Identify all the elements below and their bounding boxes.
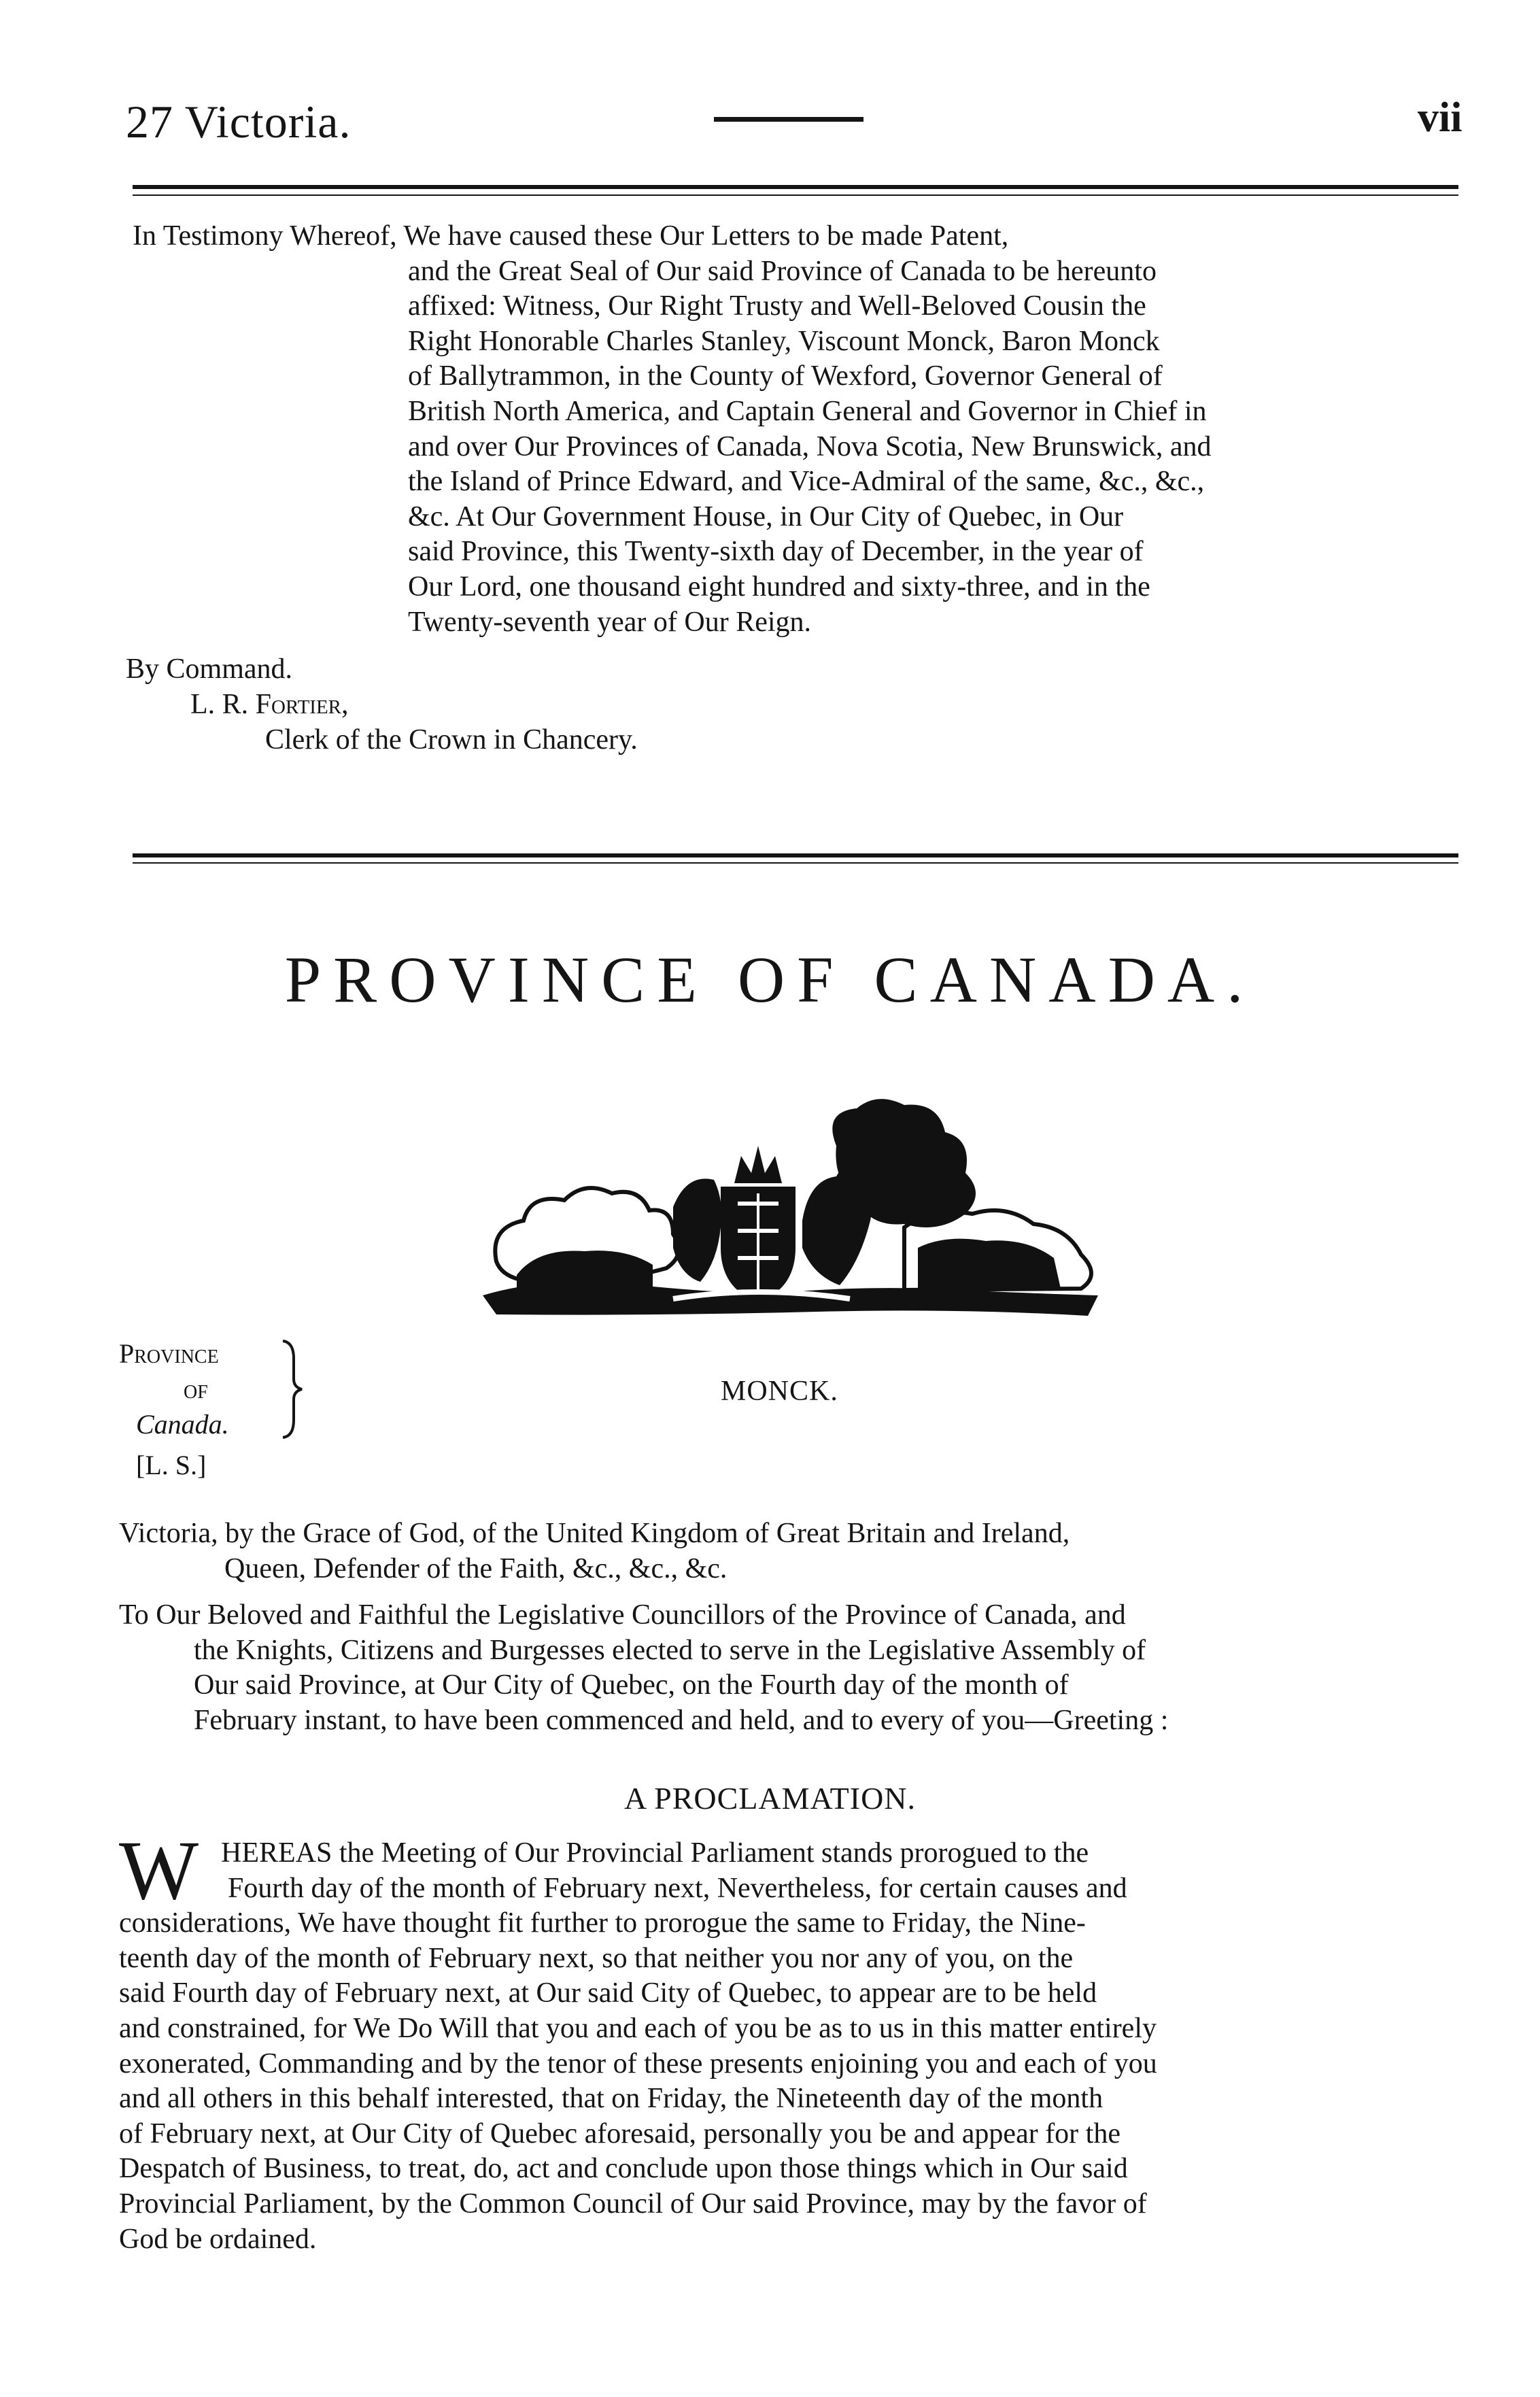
whereas-line: Provincial Parliament, by the Common Council of Our said Province, may by the favor of: [119, 2188, 1147, 2220]
section-divider-thin: [133, 862, 1458, 864]
address-line: February instant, to have been commenced and held, and to every of you—Greeting :: [194, 1704, 1169, 1736]
testimony-line: and the Great Seal of Our said Province of Canada to be hereunto: [408, 255, 1157, 287]
address-paragraph: [119, 1598, 1465, 1738]
victoria-line: Victoria, by the Grace of God, of the United Kingdom of Great Britain and Ireland,: [119, 1518, 1070, 1549]
proclamation-heading: A PROCLAMATION.: [623, 1781, 917, 1816]
drop-cap: W: [119, 1824, 199, 1917]
victoria-paragraph: [119, 1516, 1465, 1586]
address-line: Our said Province, at Our City of Quebec, on the Fourth day of the month of: [194, 1669, 1069, 1701]
section-divider-thick: [133, 853, 1458, 857]
whereas-line: said Fourth day of February next, at Our said City of Quebec, to appear are to be held: [119, 1977, 1097, 2009]
victoria-line: Queen, Defender of the Faith, &c., &c., &c.: [224, 1552, 728, 1584]
testimony-line: of Ballytrammon, in the County of Wexford, Governor General of: [408, 360, 1163, 392]
testimony-paragraph: [133, 219, 1455, 640]
address-line: the Knights, Citizens and Burgesses elected to serve in the Legislative Assembly of: [194, 1634, 1146, 1666]
header-rule-thick: [133, 185, 1458, 189]
whereas-line: God be ordained.: [119, 2223, 317, 2255]
whereas-line: of February next, at Our City of Quebec aforesaid, personally you be and appear for the: [119, 2118, 1120, 2149]
whereas-line: considerations, We have thought fit further to prorogue the same to Friday, the Nine-: [119, 1907, 1086, 1939]
testimony-line: Twenty-seventh year of Our Reign.: [408, 606, 812, 638]
testimony-line: the Island of Prince Edward, and Vice-Admiral of the same, &c., &c.,: [408, 466, 1205, 498]
testimony-line: Right Honorable Charles Stanley, Viscount Monck, Baron Monck: [408, 325, 1160, 357]
whereas-line: Despatch of Business, to treat, do, act and conclude upon those things which in Our said: [119, 2153, 1128, 2185]
header-rule-thin: [133, 194, 1458, 196]
governor-name: MONCK.: [721, 1376, 838, 1407]
address-line: To Our Beloved and Faithful the Legislative Councillors of the Province of Canada, and: [119, 1599, 1126, 1631]
whereas-line: and all others in this behalf interested, that on Friday, the Nineteenth day of the month: [119, 2083, 1103, 2115]
seal-province-label: Province: [119, 1338, 219, 1369]
seal-of-label: of: [184, 1374, 208, 1404]
whereas-line: Fourth day of the month of February next, Nevertheless, for certain causes and: [228, 1872, 1127, 1904]
whereas-paragraph: [119, 1836, 1465, 2257]
running-header-left: 27 Victoria.: [126, 96, 352, 148]
seal-block: [119, 1336, 229, 1483]
page-title: PROVINCE OF CANADA.: [284, 943, 1256, 1016]
whereas-line: HEREAS the Meeting of Our Provincial Parliament stands prorogued to the: [221, 1837, 1089, 1869]
header-dash-ornament: [714, 117, 863, 122]
by-command-text: By Command.: [126, 653, 293, 685]
seal-canada-label: Canada.: [136, 1409, 229, 1440]
signer-title: Clerk of the Crown in Chancery.: [265, 724, 638, 755]
whereas-line: exonerated, Commanding and by the tenor of these presents enjoining you and each of you: [119, 2047, 1157, 2079]
testimony-line: In Testimony Whereof, We have caused these Our Letters to be made Patent,: [133, 220, 1009, 252]
seal-ls-label: [L. S.]: [136, 1450, 207, 1480]
royal-arms-engraving: [469, 1091, 1108, 1323]
brace-ornament: [279, 1338, 306, 1440]
whereas-line: teenth day of the month of February next, so that neither you nor any of you, on the: [119, 1942, 1074, 1974]
testimony-line: British North America, and Captain General and Governor in Chief in: [408, 395, 1207, 427]
testimony-line: said Province, this Twenty-sixth day of December, in the year of: [408, 536, 1144, 568]
testimony-line: &c. At Our Government House, in Our City of Quebec, in Our: [408, 500, 1124, 532]
testimony-line: Our Lord, one thousand eight hundred and sixty-three, and in the: [408, 571, 1150, 602]
page-number: vii: [1418, 95, 1462, 141]
signer-name: L. R. Fortier,: [190, 689, 349, 720]
testimony-line: affixed: Witness, Our Right Trusty and Well-Beloved Cousin the: [408, 290, 1146, 322]
whereas-line: and constrained, for We Do Will that you and each of you be as to us in this matter entirely: [119, 2012, 1157, 2044]
testimony-line: and over Our Provinces of Canada, Nova Scotia, New Brunswick, and: [408, 430, 1212, 462]
